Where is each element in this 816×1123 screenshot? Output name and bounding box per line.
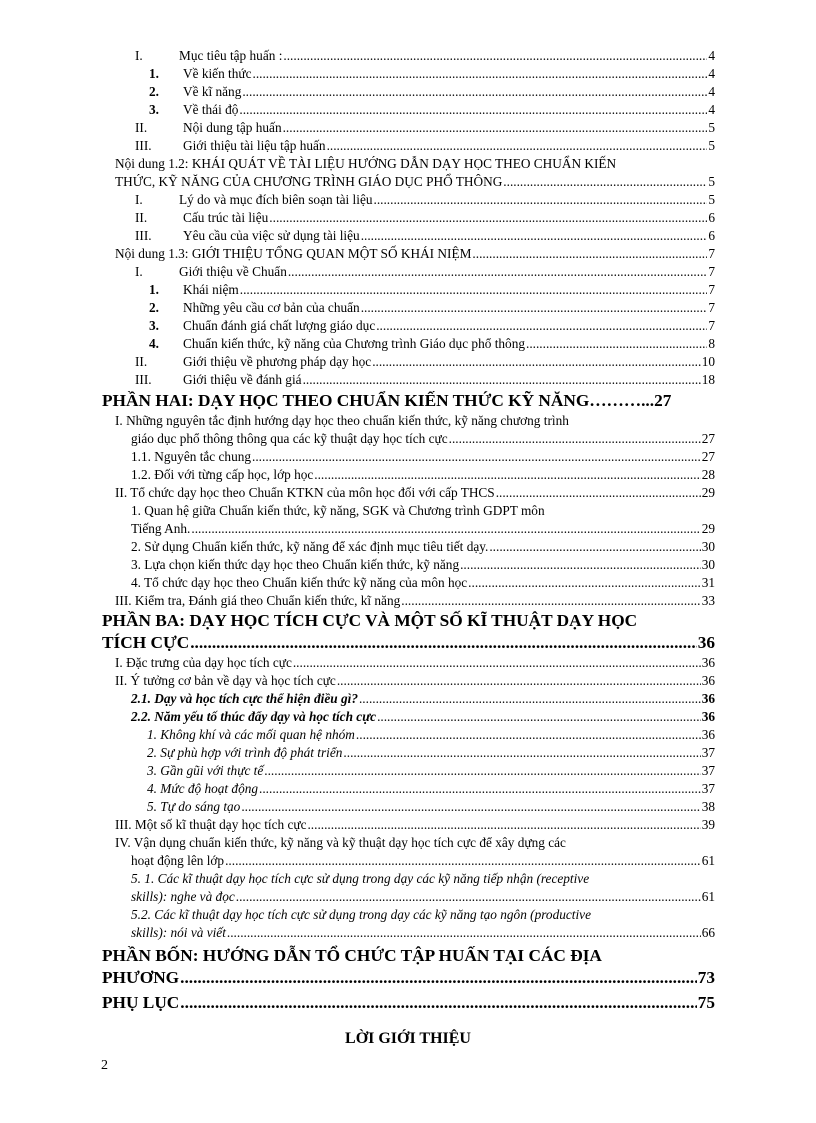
toc-entry-page: 38	[701, 799, 715, 814]
toc-entry-title: skills): nghe và đọc	[131, 889, 235, 904]
toc-leader-dots	[361, 227, 708, 245]
toc-entry-s7	[115, 520, 715, 538]
part-two-title: PHẦN HAI: DẠY HỌC THEO CHUẨN KIẾN THỨC KỸ NĂNG	[102, 391, 590, 410]
toc-entry-page: 5	[708, 138, 715, 153]
part-two-heading	[102, 390, 715, 412]
toc-leader-dots	[372, 353, 701, 371]
toc-entry-title: I. Đặc trưng của dạy học tích cực	[115, 655, 292, 670]
toc-entry-r11	[115, 227, 715, 245]
toc-entry-r6	[115, 137, 715, 155]
toc-entry-page: 7	[708, 264, 715, 279]
toc-entry-page: 29	[701, 521, 715, 536]
toc-entry-title: 1. Không khí và các mối quan hệ nhóm	[147, 727, 355, 742]
toc-entry-r10	[115, 209, 715, 227]
toc-entry-number: I.	[135, 264, 143, 279]
toc-entry-title: Chuẩn đánh giá chất lượng giáo dục	[183, 318, 376, 333]
toc-entry-title: Khái niệm	[183, 282, 239, 297]
part-four-page: 73	[697, 968, 715, 987]
toc-entry-r7	[115, 155, 715, 173]
toc-entry-number: 3.	[149, 102, 159, 117]
toc-entry-page: 33	[701, 593, 715, 608]
toc-entry-title: Nội dung 1.2: KHÁI QUÁT VỀ TÀI LIỆU HƯỚNG DẪN DẠY HỌC THEO CHUẨN KIẾN	[115, 156, 617, 171]
toc-leader-dots	[359, 690, 701, 708]
toc-entry-page: 27	[701, 431, 715, 446]
toc-leader-dots	[337, 672, 701, 690]
toc-entry-title: 1.2. Đối với từng cấp học, lớp học	[131, 467, 314, 482]
toc-entry-r15	[115, 299, 715, 317]
toc-entry-page: 8	[708, 336, 715, 351]
toc-entry-page: 7	[708, 300, 715, 315]
toc-entry-title: Nội dung 1.3: GIỚI THIỆU TỔNG QUAN MỘT SỐ KHÁI NIỆM	[115, 246, 472, 261]
toc-entry-t16	[115, 924, 715, 942]
toc-entry-title: 2. Sử dụng Chuẩn kiến thức, kỹ năng để xác định mục tiêu tiết dạy.	[131, 539, 489, 554]
toc-leader-dots	[283, 47, 707, 65]
toc-entry-page: 4	[708, 66, 715, 81]
toc-entry-page: 4	[708, 102, 715, 117]
toc-entry-number: II.	[135, 120, 148, 135]
toc-entry-title: II. Tổ chức dạy học theo Chuẩn KTKN của môn học đối với cấp THCS	[115, 485, 495, 500]
part-four-heading-line1: PHẦN BỐN: HƯỚNG DẪN TỔ CHỨC TẬP HUẤN TẠI CÁC ĐỊA	[102, 946, 602, 965]
toc-leader-dots	[252, 448, 701, 466]
toc-entry-r17	[115, 335, 715, 353]
appendix-leader	[180, 992, 696, 1014]
toc-entry-title: Những yêu cầu cơ bản của chuẩn	[183, 300, 360, 315]
toc-entry-r13	[115, 263, 715, 281]
toc-entry-r8	[115, 173, 715, 191]
toc-entry-page: 36	[701, 727, 715, 742]
toc-entry-s1	[115, 412, 715, 430]
toc-entry-title: III. Kiểm tra, Đánh giá theo Chuẩn kiến thức, kĩ năng	[115, 593, 401, 608]
toc-entry-number: III.	[135, 372, 152, 387]
part-three-page: 36	[697, 633, 715, 652]
toc-leader-dots	[468, 574, 701, 592]
toc-entry-title: 3. Lựa chọn kiến thức dạy học theo Chuẩn kiến thức, kỹ năng	[131, 557, 460, 572]
toc-leader-dots	[236, 888, 701, 906]
toc-entry-t4	[115, 708, 715, 726]
toc-entry-page: 30	[701, 539, 715, 554]
toc-entry-r5	[115, 119, 715, 137]
toc-entry-title: Về kiến thức	[183, 66, 252, 81]
toc-entry-s4	[115, 466, 715, 484]
toc-leader-dots	[496, 484, 701, 502]
toc-entry-number: III.	[135, 138, 152, 153]
toc-entry-s8	[115, 538, 715, 556]
toc-entry-title: 4. Mức độ hoạt động	[147, 781, 259, 796]
toc-entry-t13	[115, 870, 715, 888]
toc-entry-page: 7	[708, 246, 715, 261]
toc-entry-page: 36	[701, 655, 715, 670]
toc-leader-dots	[472, 245, 707, 263]
toc-leader-dots	[526, 335, 707, 353]
toc-entry-page: 37	[701, 763, 715, 778]
toc-entry-number: 3.	[149, 318, 159, 333]
toc-entry-title: Giới thiệu về Chuẩn	[179, 264, 287, 279]
toc-entry-number: I.	[135, 48, 143, 63]
toc-leader-dots	[283, 119, 708, 137]
toc-entry-title: IV. Vận dụng chuẩn kiến thức, kỹ năng và kỹ thuật dạy học tích cực để xây dựng các	[115, 835, 566, 850]
toc-entry-title: 4. Tổ chức dạy học theo Chuẩn kiến thức kỹ năng của môn học	[131, 575, 468, 590]
toc-entry-t1	[115, 654, 715, 672]
toc-leader-dots	[460, 556, 701, 574]
toc-leader-dots	[241, 798, 700, 816]
appendix-heading	[102, 992, 715, 1014]
toc-entry-s5	[115, 484, 715, 502]
toc-entry-number: 1.	[149, 66, 159, 81]
toc-entry-title: Giới thiệu tài liệu tập huấn	[183, 138, 326, 153]
toc-entry-r2	[115, 65, 715, 83]
toc-entry-s9	[115, 556, 715, 574]
toc-leader-dots	[314, 466, 700, 484]
toc-entry-s6	[115, 502, 715, 520]
toc-entry-s3	[115, 448, 715, 466]
part-four-heading-line2	[102, 967, 715, 989]
toc-entry-title: Giới thiệu về đánh giá	[183, 372, 302, 387]
toc-entry-page: 61	[701, 889, 715, 904]
part-four-title: PHƯƠNG	[102, 968, 180, 987]
toc-entry-number: II.	[135, 210, 148, 225]
toc-entry-s10	[115, 574, 715, 592]
toc-leader-dots	[288, 263, 707, 281]
toc-entry-page: 29	[701, 485, 715, 500]
toc-entry-title: hoạt động lên lớp	[131, 853, 225, 868]
toc-entry-page: 5	[708, 174, 715, 189]
toc-leader-dots	[361, 299, 708, 317]
toc-entry-t6	[115, 744, 715, 762]
toc-entry-page: 37	[701, 745, 715, 760]
toc-entry-r18	[115, 353, 715, 371]
toc-entry-title: Nội dung tập huấn	[183, 120, 282, 135]
part-two-page: 27	[654, 391, 672, 410]
toc-entry-t12	[115, 852, 715, 870]
intro-title: LỜI GIỚI THIỆU	[345, 1030, 471, 1047]
toc-entry-number: 4.	[149, 336, 159, 351]
toc-entry-r19	[115, 371, 715, 389]
toc-entry-page: 4	[708, 48, 715, 63]
toc-leader-dots	[503, 173, 707, 191]
toc-entry-number: 1.	[149, 282, 159, 297]
toc-entry-title: 1.1. Nguyên tắc chung	[131, 449, 252, 464]
toc-entry-number: III.	[135, 228, 152, 243]
toc-entry-t5	[115, 726, 715, 744]
toc-entry-page: 36	[701, 673, 715, 688]
toc-entry-r3	[115, 83, 715, 101]
appendix-page: 75	[697, 993, 715, 1012]
toc-entry-page: 7	[708, 318, 715, 333]
toc-entry-title: Cấu trúc tài liệu	[183, 210, 269, 225]
toc-leader-dots	[303, 371, 701, 389]
toc-entry-title: Chuẩn kiến thức, kỹ năng của Chương trình Giáo dục phổ thông	[183, 336, 525, 351]
toc-entry-page: 28	[701, 467, 715, 482]
toc-leader-dots	[489, 538, 700, 556]
toc-entry-r14	[115, 281, 715, 299]
toc-entry-r1	[115, 47, 715, 65]
toc-leader-dots	[343, 744, 700, 762]
toc-entry-t8	[115, 780, 715, 798]
toc-entry-t10	[115, 816, 715, 834]
toc-entry-title: 5.2. Các kĩ thuật dạy học tích cực sử dụng trong dạy các kỹ năng tạo ngôn (productive	[131, 907, 591, 922]
toc-leader-dots	[449, 430, 701, 448]
toc-entry-title: 2.2. Năm yếu tố thúc đẩy dạy và học tích cực	[131, 709, 377, 724]
toc-entry-page: 5	[708, 192, 715, 207]
toc-entry-number: 2.	[149, 300, 159, 315]
toc-entry-title: 5. Tự do sáng tạo	[147, 799, 241, 814]
toc-entry-s2	[115, 430, 715, 448]
part-two-leader: ………...	[589, 391, 655, 410]
toc-leader-dots	[264, 762, 700, 780]
toc-entry-r12	[115, 245, 715, 263]
toc-entry-title: Mục tiêu tập huấn :	[179, 48, 283, 63]
toc-leader-dots	[227, 924, 701, 942]
toc-entry-t2	[115, 672, 715, 690]
toc-entry-page: 61	[701, 853, 715, 868]
toc-leader-dots	[239, 101, 707, 119]
toc-leader-dots	[377, 708, 701, 726]
toc-entry-title: 2. Sự phù hợp với trình độ phát triển	[147, 745, 343, 760]
toc-leader-dots	[374, 191, 708, 209]
toc-entry-r16	[115, 317, 715, 335]
appendix-title: PHỤ LỤC	[102, 993, 180, 1012]
part-three-title: TÍCH CỰC	[102, 633, 190, 652]
toc-leader-dots	[376, 317, 707, 335]
toc-entry-page: 10	[701, 354, 715, 369]
part-four-leader	[180, 967, 697, 989]
toc-leader-dots	[401, 592, 700, 610]
toc-leader-dots	[269, 209, 707, 227]
toc-entry-title: 5. 1. Các kĩ thuật dạy học tích cực sử dụng trong dạy các kỹ năng tiếp nhận (receptive	[131, 871, 590, 886]
toc-entry-page: 30	[701, 557, 715, 572]
toc-entry-r4	[115, 101, 715, 119]
toc-leader-dots	[225, 852, 701, 870]
toc-entry-page: 36	[701, 709, 715, 724]
toc-entry-title: I. Những nguyên tắc định hướng dạy học theo chuẩn kiến thức, kỹ năng chương trình	[115, 413, 569, 428]
toc-leader-dots	[253, 65, 708, 83]
toc-entry-title: Tiếng Anh.	[131, 521, 191, 536]
toc-leader-dots	[240, 281, 708, 299]
toc-entry-title: THỨC, KỸ NĂNG CỦA CHƯƠNG TRÌNH GIÁO DỤC PHỔ THÔNG	[115, 174, 503, 189]
toc-entry-page: 36	[701, 691, 715, 706]
toc-entry-title: Lý do và mục đích biên soạn tài liệu	[179, 192, 373, 207]
part-three-leader	[190, 632, 697, 654]
toc-entry-page: 66	[701, 925, 715, 940]
toc-entry-page: 7	[708, 282, 715, 297]
toc-entry-title: II. Ý tưởng cơ bản về dạy và học tích cực	[115, 673, 336, 688]
toc-entry-title: Về kĩ năng	[183, 84, 242, 99]
toc-entry-title: 1. Quan hệ giữa Chuẩn kiến thức, kỹ năng, SGK và Chương trình GDPT môn	[131, 503, 545, 518]
toc-leader-dots	[191, 520, 700, 538]
toc-entry-title: Về thái độ	[183, 102, 239, 117]
toc-entry-page: 6	[708, 210, 715, 225]
toc-entry-t15	[115, 906, 715, 924]
toc-entry-s11	[115, 592, 715, 610]
toc-entry-t3	[115, 690, 715, 708]
toc-entry-number: 2.	[149, 84, 159, 99]
toc-entry-page: 27	[701, 449, 715, 464]
toc-leader-dots	[293, 654, 701, 672]
part-three-heading-line2	[102, 632, 715, 654]
toc-entry-number: I.	[135, 192, 143, 207]
toc-leader-dots	[327, 137, 708, 155]
toc-entry-title: giáo dục phổ thông thông qua các kỹ thuật dạy học tích cực	[131, 431, 448, 446]
toc-entry-r9	[115, 191, 715, 209]
toc-entry-page: 39	[701, 817, 715, 832]
toc-entry-page: 37	[701, 781, 715, 796]
toc-leader-dots	[356, 726, 701, 744]
toc-entry-number: II.	[135, 354, 148, 369]
toc-entry-title: 2.1. Dạy và học tích cực thể hiện điều gì?	[131, 691, 358, 706]
toc-entry-title: skills): nói và viết	[131, 925, 226, 940]
table-of-contents	[102, 47, 715, 1014]
toc-leader-dots	[259, 780, 701, 798]
part-three-heading-line1: PHẦN BA: DẠY HỌC TÍCH CỰC VÀ MỘT SỐ KĨ THUẬT DẠY HỌC	[102, 611, 638, 630]
toc-entry-t9	[115, 798, 715, 816]
toc-leader-dots	[242, 83, 707, 101]
toc-entry-page: 18	[701, 372, 715, 387]
toc-entry-title: Giới thiệu về phương pháp dạy học	[183, 354, 372, 369]
toc-leader-dots	[307, 816, 700, 834]
toc-entry-title: 3. Gần gũi với thực tế	[147, 763, 264, 778]
toc-entry-t7	[115, 762, 715, 780]
toc-entry-page: 5	[708, 120, 715, 135]
toc-entry-title: III. Một số kĩ thuật dạy học tích cực	[115, 817, 307, 832]
toc-entry-t14	[115, 888, 715, 906]
toc-entry-page: 6	[708, 228, 715, 243]
toc-entry-page: 31	[701, 575, 715, 590]
toc-entry-t11	[115, 834, 715, 852]
toc-entry-title: Yêu cầu của việc sử dụng tài liệu	[183, 228, 360, 243]
page-number: 2	[101, 1058, 108, 1073]
toc-entry-page: 4	[708, 84, 715, 99]
